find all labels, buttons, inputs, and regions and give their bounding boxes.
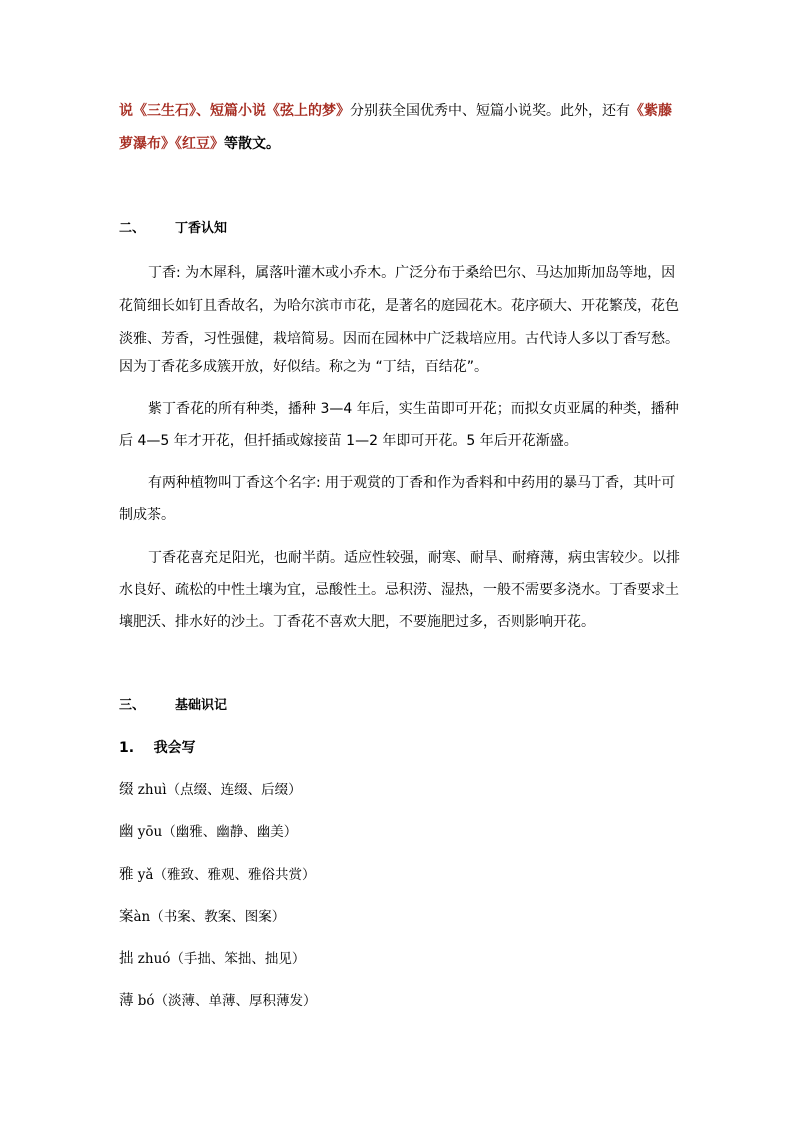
vocab-item bbox=[119, 949, 305, 969]
intro-line-1-red-b: 《紫藤 bbox=[630, 103, 672, 119]
vocab-detail: yōu（幽雅、幽静、幽美） bbox=[133, 824, 298, 840]
vocab-item bbox=[119, 907, 285, 927]
para-3-line-1: 有两种植物叫丁香这个名字: 用于观赏的丁香和作为香料和中药用的暴马丁香，其叶可 bbox=[148, 475, 676, 491]
vocab-char: 幽 bbox=[119, 824, 134, 840]
subsection-1-title: 我会写 bbox=[153, 740, 196, 756]
subsection-1 bbox=[119, 738, 196, 758]
vocab-char: 缀 bbox=[119, 782, 134, 798]
vocab-detail: àn（书案、教案、图案） bbox=[133, 909, 286, 925]
vocab-char: 雅 bbox=[119, 867, 134, 883]
vocab-char: 案 bbox=[119, 909, 134, 925]
vocab-detail: bó（淡薄、单薄、厚积薄发） bbox=[133, 993, 317, 1009]
subsection-1-number: 1. bbox=[119, 740, 135, 756]
intro-line-1 bbox=[119, 101, 672, 121]
para-3-line-2: 制成茶。 bbox=[119, 507, 175, 523]
intro-line-2-text: 等散文。 bbox=[224, 136, 280, 152]
vocab-detail: zhuó（手拙、笨拙、拙见） bbox=[133, 951, 306, 967]
para-2-line-2: 后 4—5 年才开花，但扦插或嫁接苗 1—2 年即可开花。5 年后开花渐盛。 bbox=[119, 433, 578, 449]
para-4-line-3: 壤肥沃、排水好的沙土。丁香花不喜欢大肥，不要施肥过多，否则影响开花。 bbox=[119, 614, 595, 630]
para-1-line-4: 因为丁香花多成簇开放，好似结。称之为 “丁结，百结花”。 bbox=[119, 359, 488, 375]
intro-line-2-red: 萝瀑布》《红豆》 bbox=[119, 136, 224, 152]
intro-line-2 bbox=[119, 134, 280, 154]
intro-line-1-text: 分别获全国优秀中、短篇小说奖。此外，还有 bbox=[350, 103, 630, 119]
para-4-line-2: 水良好、疏松的中性土壤为宜，忌酸性土。忌积涝、湿热，一般不需要多浇水。丁香要求土 bbox=[119, 582, 679, 598]
para-1-line-1: 丁香: 为木犀科，属落叶灌木或小乔木。广泛分布于桑给巴尔、马达加斯加岛等地，因 bbox=[148, 265, 676, 281]
para-4-line-1: 丁香花喜充足阳光，也耐半荫。适应性较强，耐寒、耐旱、耐瘠薄，病虫害较少。以排 bbox=[148, 550, 680, 566]
section-2-title: 丁香认知 bbox=[175, 221, 228, 236]
intro-line-1-red-a: 说《三生石》、短篇小说《弦上的梦》 bbox=[119, 103, 350, 119]
vocab-char: 薄 bbox=[119, 993, 134, 1009]
section-3-number: 三、 bbox=[119, 698, 146, 713]
vocab-detail: zhuì（点缀、连缀、后缀） bbox=[133, 782, 302, 798]
para-1-line-2: 花简细长如钉且香故名，为哈尔滨市市花，是著名的庭园花木。花序硕大、开花繁茂，花色 bbox=[119, 298, 679, 314]
section-3-title: 基础识记 bbox=[175, 698, 228, 713]
section-2-number: 二、 bbox=[119, 221, 146, 236]
vocab-char: 拙 bbox=[119, 951, 134, 967]
vocab-detail: yǎ（雅致、雅观、雅俗共赏） bbox=[133, 867, 316, 883]
vocab-item bbox=[119, 780, 302, 800]
vocab-item bbox=[119, 822, 297, 842]
vocab-item bbox=[119, 991, 317, 1011]
para-1-line-3: 淡雅、芳香，习性强健，栽培简易。因而在园林中广泛栽培应用。古代诗人多以丁香写愁。 bbox=[119, 331, 679, 347]
vocab-item bbox=[119, 865, 315, 885]
para-2-line-1: 紫丁香花的所有种类，播种 3—4 年后，实生苗即可开花；而拟女贞亚属的种类，播种 bbox=[148, 401, 679, 417]
